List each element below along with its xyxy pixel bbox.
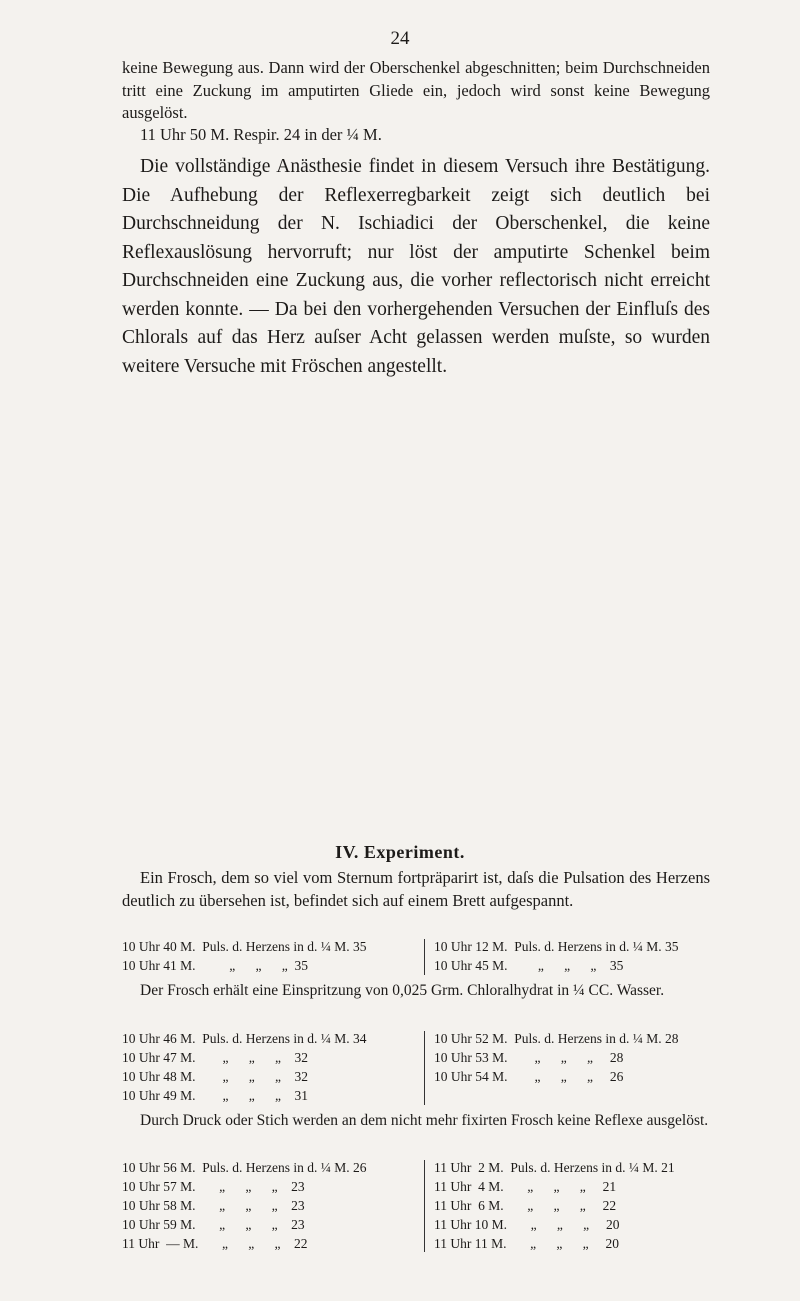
table-row: 11 Uhr 2 M. Puls. d. Herzens in d. ¼ M. 21 (434, 1160, 675, 1175)
table-row: 11 Uhr 10 M. „ „ „ 20 (434, 1217, 620, 1232)
table-row: 11 Uhr 11 M. „ „ „ 20 (434, 1236, 619, 1251)
pulse-table-1-right (434, 937, 679, 975)
column-divider (424, 1160, 425, 1252)
paragraph-reflexes: Durch Druck oder Stich werden an dem nicht mehr fixirten Frosch keine Reflexe ausgelöst. (140, 1112, 709, 1129)
pulse-table-2-right (434, 1029, 679, 1086)
experiment-heading: IV. Experiment. (335, 842, 465, 862)
table-row: 10 Uhr 47 M. „ „ „ 32 (122, 1050, 308, 1065)
table-row: 10 Uhr 45 M. „ „ „ 35 (434, 958, 624, 973)
column-divider (424, 1031, 425, 1105)
pulse-table-3 (122, 1158, 722, 1254)
paragraph-setup: Ein Frosch, dem so viel vom Sternum fortpräparirt ist, daſs die Pulsation des Herzens deutlich zu übersehen ist, befindet sich auf einem Brett aufgespannt. (122, 868, 710, 910)
column-divider (424, 939, 425, 975)
pulse-table-1-left (122, 937, 367, 975)
page-number: 24 (390, 28, 410, 49)
pulse-table-2-left (122, 1029, 367, 1105)
table-row: 11 Uhr 6 M. „ „ „ 22 (434, 1198, 617, 1213)
table-row: 10 Uhr 57 M. „ „ „ 23 (122, 1179, 305, 1194)
table-row: 10 Uhr 58 M. „ „ „ 23 (122, 1198, 305, 1213)
table-row: 10 Uhr 41 M. „ „ „ 35 (122, 958, 308, 973)
table-row: 10 Uhr 12 M. Puls. d. Herzens in d. ¼ M. 35 (434, 939, 679, 954)
pulse-table-3-right (434, 1158, 675, 1253)
table-row: 10 Uhr 56 M. Puls. d. Herzens in d. ¼ M. 26 (122, 1160, 367, 1175)
paragraph-respiration: 11 Uhr 50 M. Respir. 24 in der ¼ M. (140, 125, 382, 144)
pulse-table-1 (122, 937, 722, 977)
table-row: 10 Uhr 54 M. „ „ „ 26 (434, 1069, 624, 1084)
table-row: 11 Uhr — M. „ „ „ 22 (122, 1236, 308, 1251)
paragraph-injection: Der Frosch erhält eine Einspritzung von 0,025 Grm. Chloralhydrat in ¼ CC. Wasser. (140, 982, 665, 999)
pulse-table-2 (122, 1029, 722, 1107)
table-row: 10 Uhr 53 M. „ „ „ 28 (434, 1050, 624, 1065)
table-row: 11 Uhr 4 M. „ „ „ 21 (434, 1179, 617, 1194)
table-row: 10 Uhr 52 M. Puls. d. Herzens in d. ¼ M. 28 (434, 1031, 679, 1046)
table-row: 10 Uhr 40 M. Puls. d. Herzens in d. ¼ M. 35 (122, 939, 367, 954)
paragraph-discussion: Die vollständige Anästhesie findet in diesem Versuch ihre Bestätigung. Die Aufhebung der Reflexerregbarkeit zeigt sich deutlich bei Durchschneidung der N. Ischiadici der Oberschenkel, die keine Reflexauslösung hervorruft; nur löst der amputirte Schenkel beim Durchschneiden eine Zuckung aus, die vorher reflectorisch nicht erreicht werden konnte. — Da bei den vorhergehenden Versuchen der Einfluſs des Chlorals auf das Herz auſser Acht gelassen werden muſste, so wurden weitere Versuche mit Fröschen angestellt. (122, 156, 710, 377)
pulse-table-3-left (122, 1158, 367, 1253)
table-row: 10 Uhr 59 M. „ „ „ 23 (122, 1217, 305, 1232)
paragraph-continuation: keine Bewegung aus. Dann wird der Oberschenkel abgeschnitten; beim Durchschneiden tritt eine Zuckung im amputirten Gliede ein, jedoch wird sonst keine Bewegung ausgelöst. (122, 58, 710, 122)
table-row: 10 Uhr 46 M. Puls. d. Herzens in d. ¼ M. 34 (122, 1031, 367, 1046)
table-row: 10 Uhr 49 M. „ „ „ 31 (122, 1088, 308, 1103)
table-row: 10 Uhr 48 M. „ „ „ 32 (122, 1069, 308, 1084)
